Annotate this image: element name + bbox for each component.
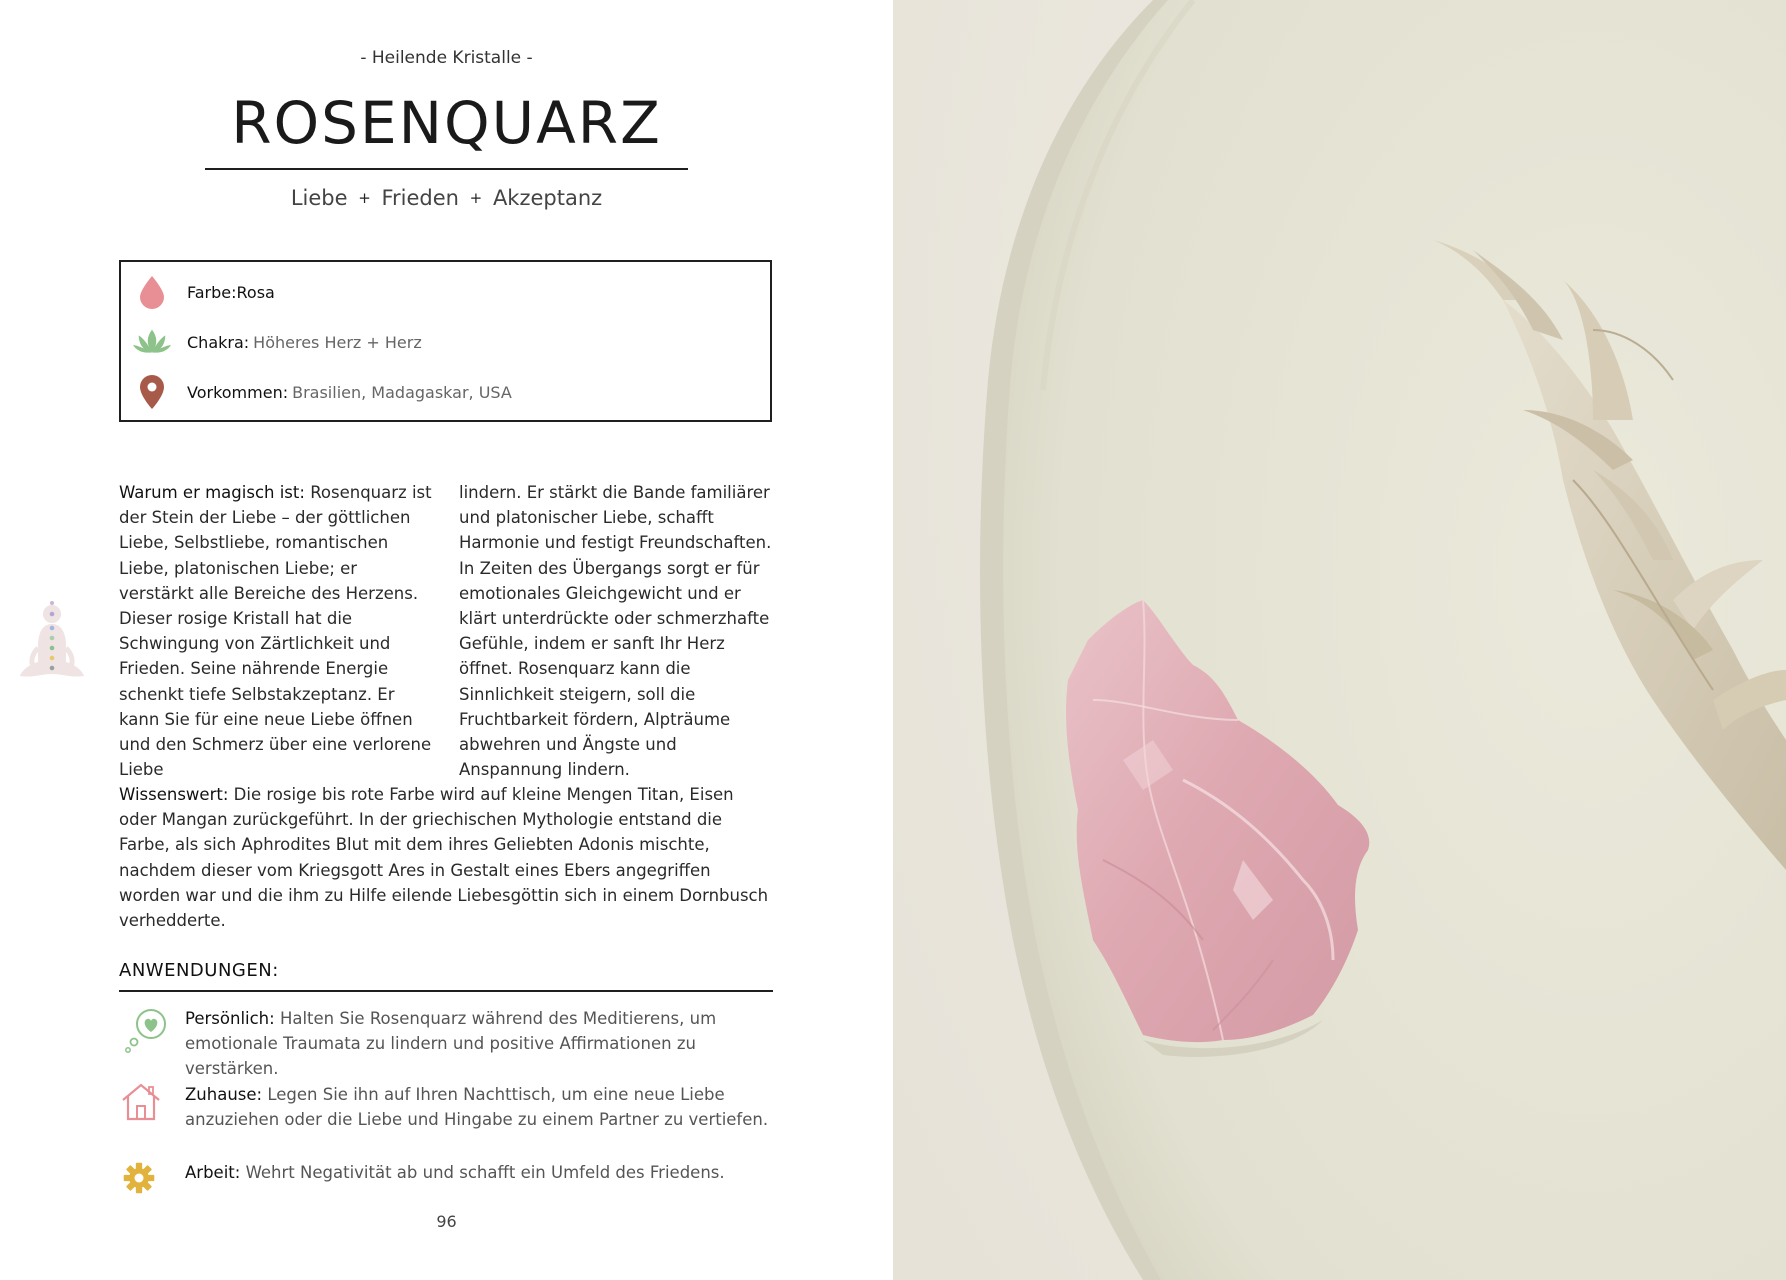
wissenswert-text: Die rosige bis rote Farbe wird auf kleine Mengen Titan, Eisen oder Mangan zurückgeführt. In der griechischen Mythologie entstand die Farbe, als sich Aphrodites Blut mit dem ihres Geliebten Adonis mischte, nachdem dieser vom Kriegsgott Ares in Gestalt eines Ebers angegriffen worden war und die ihm zu Hilfe eilende Liebesgöttin sich in einem Dornbusch verhedderte. <box>119 785 769 931</box>
application-description: Legen Sie ihn auf Ihren Nachttisch, um eine neue Liebe anzuziehen oder die Liebe und Hingabe zu einem Partner zu vertiefen. <box>185 1085 769 1130</box>
application-label: Zuhause: <box>185 1085 263 1104</box>
applications-divider <box>119 990 773 992</box>
property-value: Brasilien, Madagaskar, USA <box>292 382 512 402</box>
location-pin-icon <box>133 374 171 410</box>
subtitle-word-1: Liebe <box>290 186 348 210</box>
application-description: Halten Sie Rosenquarz während des Meditierens, um emotionale Traumata zu lindern und positive Affirmationen zu verstärken. <box>185 1009 717 1079</box>
magic-text-left: Rosenquarz ist der Stein der Liebe – der göttlichen Liebe, Selbstliebe, romantischen Liebe, platonischen Liebe; er verstärkt alle Bereiche des Herzens. Dieser rosige Kristall hat die Schwingung von Zärtlichkeit und Frieden. Seine nährende Energie schenkt tiefe Selbstakzeptanz. Er kann Sie für eine neue Liebe öffnen und den Schmerz über eine verlorene Liebe <box>119 483 432 780</box>
page-number: 96 <box>436 1212 457 1231</box>
property-value: Höheres Herz + Herz <box>253 332 422 352</box>
heart-thought-icon <box>119 1006 185 1056</box>
drop-icon <box>133 274 171 310</box>
subtitle-separator: + <box>469 189 483 207</box>
property-value: Rosa <box>236 282 275 302</box>
subtitle-separator: + <box>358 189 371 207</box>
magic-column-left <box>119 480 437 782</box>
application-label: Arbeit: <box>185 1163 241 1182</box>
page-title: ROSENQUARZ <box>231 89 662 157</box>
application-text <box>185 1006 773 1082</box>
property-label: Farbe: <box>187 282 237 302</box>
magic-lead: Warum er magisch ist: <box>119 483 305 502</box>
rose-quartz-photo <box>893 0 1786 1280</box>
application-item-home <box>119 1082 773 1132</box>
section-kicker: - Heilende Kristalle - <box>360 48 533 68</box>
application-item-personal <box>119 1006 773 1082</box>
properties-box <box>119 260 772 422</box>
property-label: Vorkommen: <box>187 382 289 402</box>
gear-icon <box>119 1160 185 1210</box>
lotus-icon <box>133 324 171 360</box>
property-label: Chakra: <box>187 332 250 352</box>
subtitle <box>0 186 893 210</box>
wissenswert-paragraph <box>119 782 773 933</box>
applications-heading: ANWENDUNGEN: <box>119 960 279 981</box>
house-icon <box>119 1082 185 1132</box>
property-row-location <box>133 374 512 410</box>
application-label: Persönlich: <box>185 1009 275 1028</box>
magic-text-right: lindern. Er stärkt die Bande familiärer und platonischer Liebe, schafft Harmonie und festigt Freundschaften. In Zeiten des Übergangs sorgt er für emotionales Gleichgewicht und er klärt unterdrückte oder schmerzhafte Gefühle, indem er sanft Ihr Herz öffnet. Rosenquarz kann die Sinnlichkeit steigern, soll die Fruchtbarkeit fördern, Alpträume abwehren und Ängste und Anspannung lindern. <box>459 483 772 780</box>
meditation-chakra-icon <box>18 600 86 690</box>
title-divider <box>205 168 688 170</box>
application-text <box>185 1160 773 1210</box>
application-description: Wehrt Negativität ab und schafft ein Umfeld des Friedens. <box>245 1163 725 1182</box>
magic-column-right <box>459 480 777 782</box>
subtitle-word-2: Frieden <box>381 186 459 210</box>
property-row-color <box>133 274 275 310</box>
subtitle-word-3: Akzeptanz <box>492 186 603 210</box>
application-text <box>185 1082 773 1132</box>
property-row-chakra <box>133 324 422 360</box>
application-item-work <box>119 1160 773 1210</box>
wissenswert-lead: Wissenswert: <box>119 785 229 804</box>
